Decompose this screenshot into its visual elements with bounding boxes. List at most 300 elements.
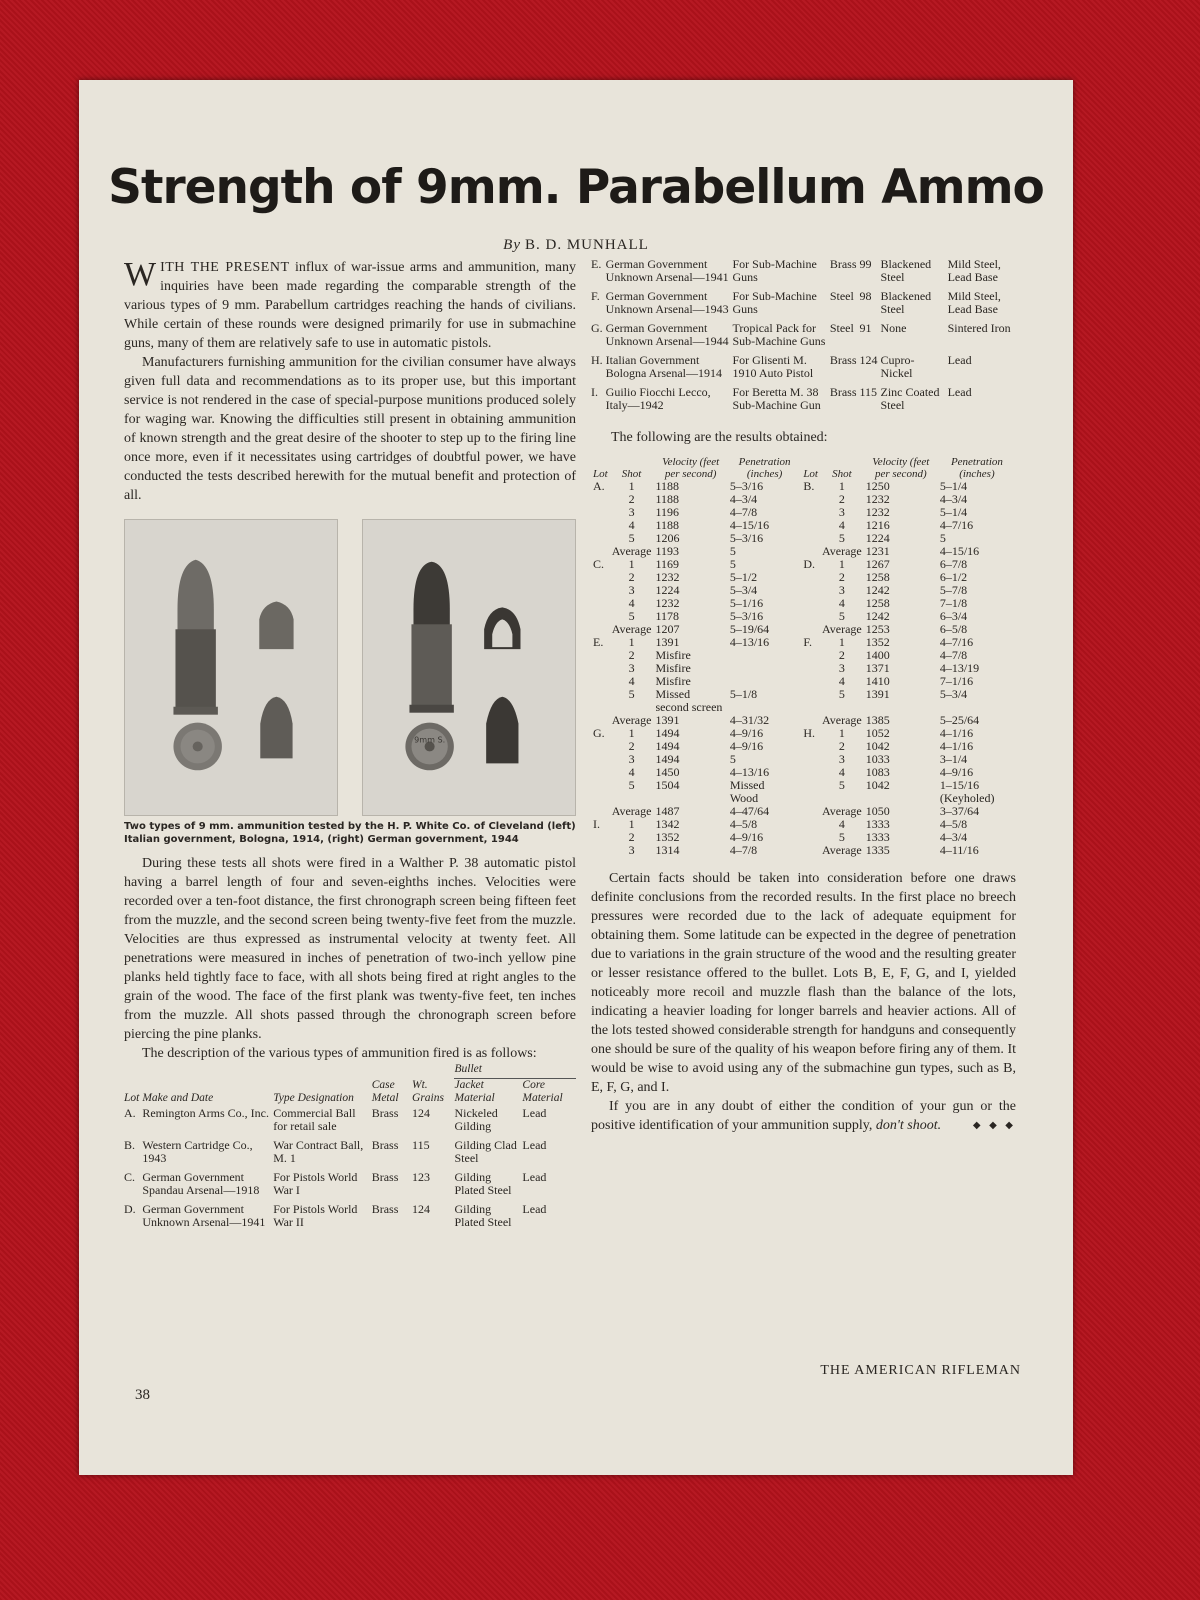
results-r-pen-cell: 4–15/16	[939, 544, 980, 558]
results-l-shot-cell: 5	[628, 687, 635, 701]
results-r-shot-cell: 3	[838, 661, 845, 675]
results-l-shot-cell: 4	[628, 765, 635, 779]
ammo-wt-cell: 99	[859, 257, 872, 271]
results-l-vel-cell: 1178	[655, 609, 679, 623]
cartridge-photos	[124, 519, 576, 816]
page-number: 38	[135, 1387, 150, 1403]
results-r-vel-cell: 1232	[865, 492, 890, 506]
results-l-pen-cell: 4–9/16	[729, 739, 764, 753]
results-l-lot-cell	[591, 662, 610, 675]
results-l-lot-cell: C.	[593, 557, 605, 571]
results-l-shot-cell: Average	[611, 544, 652, 558]
results-l-pen-cell: 5–3/16	[729, 479, 764, 493]
results-l-lot-cell	[591, 740, 610, 753]
closing-emphasis: don't shoot.	[875, 1118, 942, 1133]
results-r-vel-cell: 1258	[865, 570, 890, 584]
ammo-core-cell: Lead	[522, 1106, 547, 1120]
results-r-pen-cell: 4–1/16	[939, 739, 974, 753]
results-l-shot-cell: 5	[628, 609, 635, 623]
results-l-shot-cell: Average	[611, 622, 652, 636]
ammo-wt-cell: 115	[412, 1138, 430, 1152]
results-lot-header-2: Lot	[803, 468, 818, 480]
results-r-lot-cell	[801, 571, 820, 584]
ammo-core-cell: Lead	[522, 1202, 547, 1216]
results-l-vel-cell: 1494	[655, 752, 680, 766]
results-intro: The following are the results obtained:	[611, 430, 828, 445]
results-r-shot-cell: 1	[838, 635, 845, 649]
results-l-lot-cell	[591, 649, 610, 662]
results-r-vel-cell: 1352	[865, 635, 890, 649]
results-r-vel-cell: 1042	[865, 739, 890, 753]
results-r-pen-cell: 5–25/64	[939, 713, 980, 727]
ammo-core-cell: Lead	[522, 1170, 547, 1184]
results-l-vel-cell: 1391	[655, 713, 680, 727]
ammo-lot-cell: C.	[124, 1170, 136, 1184]
results-l-vel-cell: 1342	[655, 817, 680, 831]
results-l-vel-cell: 1232	[655, 596, 680, 610]
results-r-lot-cell	[801, 766, 820, 779]
results-l-shot-cell: 2	[628, 830, 635, 844]
results-l-lot-cell	[591, 519, 610, 532]
ammo-jacket-cell: Nickeled Gilding	[454, 1106, 498, 1133]
results-r-pen-cell: 4–1/16	[939, 726, 974, 740]
results-r-pen-cell: 4–9/16	[939, 765, 974, 779]
ammo-jacket-cell: Gilding Plated Steel	[454, 1202, 512, 1229]
jacket-header: Jacket Material	[454, 1079, 495, 1104]
results-r-shot-cell: 5	[838, 830, 845, 844]
results-l-pen-cell: 4–7/8	[729, 843, 758, 857]
results-r-shot-cell: 3	[838, 583, 845, 597]
results-r-shot-cell: 5	[838, 531, 845, 545]
results-r-pen-cell: 5–7/8	[939, 583, 968, 597]
results-r-vel-cell: 1250	[865, 479, 890, 493]
results-l-pen-cell: 4–7/8	[729, 505, 758, 519]
results-r-vel-cell: 1242	[865, 583, 890, 597]
results-r-pen-cell: 4–3/4	[939, 492, 968, 506]
results-l-shot-cell: 4	[628, 518, 635, 532]
ammo-row	[591, 290, 1016, 322]
results-r-lot-cell	[801, 779, 820, 805]
results-table	[591, 456, 1016, 857]
results-r-lot-cell: H.	[803, 726, 815, 740]
results-r-pen-cell: 6–7/8	[939, 557, 968, 571]
ammo-case-cell: Brass	[371, 1106, 399, 1120]
results-l-vel-cell: 1314	[655, 843, 680, 857]
results-r-vel-cell: 1216	[865, 518, 890, 532]
german-cartridge-image	[363, 520, 575, 815]
results-l-pen-cell: 4–15/16	[729, 518, 770, 532]
results-l-vel-cell: 1188	[655, 492, 679, 506]
results-l-pen-cell: 5	[729, 544, 736, 558]
results-r-shot-cell: Average	[822, 544, 862, 558]
paragraph-2: Manufacturers furnishing ammunition for the civilian consumer have always given full data and recommendations as to its proper use, but this important service is not rendered in the case of special-purpose munitions produced solely for waging war. Knowing the difficulties still present in obtaining ammunition of known strength and the great desire of the shooter to step up to the firing line once more, even if it necessitates using cartridges of doubtful power, we have conducted the tests described herewith for the mutual benefit and protection of all.	[124, 355, 576, 503]
results-r-lot-cell	[801, 675, 820, 688]
results-r-pen-cell: 4–13/19	[939, 661, 980, 675]
italian-cartridge-image	[125, 520, 337, 815]
results-l-shot-cell: 3	[628, 583, 635, 597]
results-l-vel-cell: 1169	[655, 557, 679, 571]
end-marks: ◆ ◆ ◆	[972, 1120, 1016, 1131]
results-r-vel-cell: 1242	[865, 609, 890, 623]
results-velocity-header-2: Velocity (feet per second)	[872, 456, 930, 480]
results-l-pen-cell: 4–9/16	[729, 830, 764, 844]
results-l-shot-cell: 2	[628, 648, 635, 662]
ammo-case-cell: Brass	[829, 257, 857, 271]
results-l-shot-cell: 4	[628, 596, 635, 610]
ammo-wt-cell: 123	[412, 1170, 431, 1184]
paragraph-4: The description of the various types of ammunition fired is as follows:	[142, 1046, 537, 1061]
results-l-lot-cell: I.	[593, 817, 600, 831]
results-l-shot-cell: 1	[628, 479, 635, 493]
results-r-pen-cell: 3–1/4	[939, 752, 968, 766]
ammo-case-cell: Brass	[371, 1170, 399, 1184]
results-l-lot-cell: G.	[593, 726, 605, 740]
results-l-shot-cell: 3	[628, 661, 635, 675]
results-l-shot-cell: 2	[628, 570, 635, 584]
results-l-vel-cell: 1450	[655, 765, 680, 779]
ammo-make-cell: German Government Unknown Arsenal—1943	[605, 289, 729, 316]
results-r-pen-cell: 6–5/8	[939, 622, 968, 636]
results-r-pen-cell: 5	[939, 531, 946, 545]
ammo-jacket-cell: Blackened Steel	[880, 289, 932, 316]
ammo-lot-cell: E.	[591, 257, 602, 271]
ammo-type-cell: For Pistols World War II	[273, 1202, 358, 1229]
results-r-lot-cell	[801, 584, 820, 597]
results-r-vel-cell: 1232	[865, 505, 890, 519]
results-row	[591, 844, 1016, 857]
results-r-shot-cell: 2	[838, 739, 845, 753]
magazine-footer: THE AMERICAN RIFLEMAN	[820, 1363, 1021, 1378]
ammo-row	[124, 1139, 576, 1171]
results-l-vel-cell: Misfire	[655, 648, 691, 662]
weight-header: Wt. Grains	[412, 1079, 444, 1104]
results-r-shot-cell: Average	[822, 804, 862, 818]
results-l-lot-cell	[591, 688, 610, 714]
results-r-shot-cell: 4	[838, 674, 845, 688]
results-r-pen-cell: 6–1/2	[939, 570, 968, 584]
results-r-vel-cell: 1371	[865, 661, 890, 675]
type-header: Type Designation	[273, 1092, 354, 1104]
results-r-lot-cell	[801, 610, 820, 623]
ammo-row	[591, 258, 1016, 290]
author-name: B. D. MUNHALL	[524, 237, 649, 253]
results-l-lot-cell	[591, 610, 610, 623]
results-l-shot-cell: 1	[628, 557, 635, 571]
ammo-core-cell: Sintered Iron	[947, 321, 1011, 335]
results-l-vel-cell: 1494	[655, 739, 680, 753]
ammo-type-cell: For Sub-Machine Guns	[732, 257, 817, 284]
results-r-shot-cell: 2	[838, 570, 845, 584]
results-l-lot-cell	[591, 584, 610, 597]
ammo-row	[591, 386, 1016, 418]
results-r-lot-cell	[801, 519, 820, 532]
results-r-lot-cell	[801, 597, 820, 610]
photo-caption: Two types of 9 mm. ammunition tested by the H. P. White Co. of Cleveland (left) Italian government, Bologna, 1914, (right) German government, 1944	[124, 821, 576, 845]
results-l-pen-cell: 4–3/4	[729, 492, 758, 506]
results-l-vel-cell: 1494	[655, 726, 680, 740]
results-r-shot-cell: 5	[838, 609, 845, 623]
results-shot-header: Shot	[621, 468, 642, 480]
results-r-pen-cell: 7–1/8	[939, 596, 968, 610]
results-l-pen-cell: 5–1/8	[729, 687, 758, 701]
intro-smallcaps: ITH THE PRESENT	[160, 260, 290, 275]
intro-text: influx of war-issue arms and ammunition, many inquiries have been made regarding the comparable strength of the various types of 9 mm. Parabellum cartridges reaching the hands of civilians. While certain of these rounds were designed primarily for use in submachine guns, many of them are relatively safe to use in automatic pistols.	[124, 260, 576, 351]
results-l-pen-cell: 4–5/8	[729, 817, 758, 831]
results-r-vel-cell: 1333	[865, 817, 890, 831]
results-shot-header-2: Shot	[832, 468, 852, 480]
ammo-case-cell: Brass	[829, 353, 857, 367]
results-l-vel-cell: 1193	[655, 544, 679, 558]
results-l-lot-cell: E.	[593, 635, 604, 649]
results-lot-header: Lot	[593, 468, 608, 480]
results-r-pen-cell: 1–15/16 (Keyholed)	[939, 778, 995, 805]
ammo-core-cell: Lead	[522, 1138, 547, 1152]
results-r-lot-cell	[801, 740, 820, 753]
ammo-wt-cell: 98	[859, 289, 872, 303]
results-l-shot-cell: 3	[628, 843, 635, 857]
ammo-make-cell: Italian Government Bologna Arsenal—1914	[605, 353, 722, 380]
byline	[79, 237, 1073, 254]
ammo-make-cell: Remington Arms Co., Inc.	[142, 1106, 270, 1120]
ammo-type-cell: Commercial Ball for retail sale	[273, 1106, 356, 1133]
results-l-shot-cell: 3	[628, 505, 635, 519]
ammo-make-cell: Guilio Fiocchi Lecco, Italy—1942	[605, 385, 711, 412]
results-r-pen-cell: 4–5/8	[939, 817, 968, 831]
results-l-vel-cell: Misfire	[655, 674, 691, 688]
ammo-jacket-cell: Cupro-Nickel	[880, 353, 915, 380]
results-r-vel-cell: 1385	[865, 713, 890, 727]
results-l-lot-cell	[591, 753, 610, 766]
results-l-lot-cell	[591, 506, 610, 519]
results-r-lot-cell: F.	[803, 635, 813, 649]
results-r-pen-cell: 4–7/16	[939, 518, 974, 532]
ammo-core-cell: Lead	[947, 353, 972, 367]
results-r-lot-cell	[801, 805, 820, 818]
ammo-type-cell: For Pistols World War I	[273, 1170, 358, 1197]
results-l-shot-cell: 2	[628, 492, 635, 506]
ammo-lot-cell: F.	[591, 289, 600, 303]
ammo-lot-cell: H.	[591, 353, 603, 367]
results-r-lot-cell	[801, 649, 820, 662]
results-l-vel-cell: 1224	[655, 583, 680, 597]
results-r-shot-cell: 3	[838, 505, 845, 519]
ammo-type-cell: Tropical Pack for Sub-Machine Guns	[732, 321, 826, 348]
results-l-shot-cell: 1	[628, 726, 635, 740]
results-r-lot-cell	[801, 662, 820, 675]
byline-by: By	[503, 237, 521, 253]
ammo-core-cell: Mild Steel, Lead Base	[947, 257, 1001, 284]
results-l-vel-cell: 1487	[655, 804, 680, 818]
results-l-pen-cell: 4–9/16	[729, 726, 764, 740]
results-r-lot-cell: B.	[803, 479, 815, 493]
ammo-type-cell: For Sub-Machine Guns	[732, 289, 817, 316]
results-l-vel-cell: 1504	[655, 778, 680, 792]
results-l-shot-cell: 4	[628, 674, 635, 688]
results-l-pen-cell	[728, 649, 802, 662]
ammo-type-cell: For Glisenti M. 1910 Auto Pistol	[732, 353, 814, 380]
results-l-shot-cell: 5	[628, 778, 635, 792]
make-header: Make and Date	[142, 1092, 214, 1104]
results-r-lot-cell	[801, 844, 820, 857]
results-r-vel-cell: 1033	[865, 752, 890, 766]
ammo-jacket-cell: None	[880, 321, 907, 335]
results-r-pen-cell: 5–1/4	[939, 505, 968, 519]
results-r-pen-cell: 4–7/8	[939, 648, 968, 662]
ammo-row	[591, 322, 1016, 354]
results-l-lot-cell	[591, 831, 610, 844]
results-l-shot-cell: Average	[611, 713, 652, 727]
ammo-row	[591, 354, 1016, 386]
results-r-shot-cell: 4	[838, 518, 845, 532]
right-column	[591, 258, 1016, 1135]
ammo-type-cell: For Beretta M. 38 Sub-Machine Gun	[732, 385, 821, 412]
results-l-vel-cell: 1232	[655, 570, 680, 584]
results-l-vel-cell: 1188	[655, 518, 679, 532]
closing-text: If you are in any doubt of either the condition of your gun or the positive identification of your ammunition supply,	[591, 1099, 1016, 1133]
results-r-shot-cell: 4	[838, 596, 845, 610]
article-title: Strength of 9mm. Parabellum Ammo	[108, 160, 1044, 215]
ammo-make-cell: Western Cartridge Co., 1943	[142, 1138, 253, 1165]
ammo-description-table-right	[591, 258, 1016, 418]
results-l-pen-cell: 4–47/64	[729, 804, 770, 818]
ammo-core-cell: Mild Steel, Lead Base	[947, 289, 1001, 316]
results-r-shot-cell: 1	[838, 479, 845, 493]
results-r-shot-cell: 4	[838, 817, 845, 831]
results-r-vel-cell: 1042	[865, 778, 890, 792]
photo-german-cartridge	[362, 519, 576, 816]
results-r-pen-cell: 5–3/4	[939, 687, 968, 701]
results-l-vel-cell: 1352	[655, 830, 680, 844]
results-r-shot-cell: 5	[838, 778, 845, 792]
results-r-shot-cell: Average	[822, 713, 862, 727]
results-r-pen-cell: 7–1/16	[939, 674, 974, 688]
results-r-pen-cell: 3–37/64	[939, 804, 980, 818]
results-r-pen-cell: 6–3/4	[939, 609, 968, 623]
results-r-vel-cell: 1267	[865, 557, 890, 571]
ammo-row	[124, 1203, 576, 1235]
ammo-wt-cell: 124	[412, 1106, 431, 1120]
results-l-shot-cell: 1	[628, 635, 635, 649]
results-l-lot-cell	[591, 675, 610, 688]
results-r-vel-cell: 1052	[865, 726, 890, 740]
results-r-pen-cell: 4–3/4	[939, 830, 968, 844]
results-r-pen-cell: 5–1/4	[939, 479, 968, 493]
results-r-lot-cell	[801, 493, 820, 506]
results-r-vel-cell: 1050	[865, 804, 890, 818]
ammo-case-cell: Brass	[371, 1138, 399, 1152]
ammo-jacket-cell: Blackened Steel	[880, 257, 932, 284]
results-l-pen-cell: 5–3/16	[729, 609, 764, 623]
results-l-pen-cell: 4–13/16	[729, 765, 770, 779]
ammo-wt-cell: 115	[859, 385, 878, 399]
ammo-lot-cell: A.	[124, 1106, 136, 1120]
results-r-lot-cell	[801, 532, 820, 545]
results-l-pen-cell: 4–31/32	[729, 713, 770, 727]
results-r-lot-cell	[801, 688, 820, 714]
results-l-shot-cell: 1	[628, 817, 635, 831]
results-l-pen-cell: 5–1/16	[729, 596, 764, 610]
results-r-pen-cell: 4–7/16	[939, 635, 974, 649]
results-row	[591, 688, 1016, 714]
results-l-pen-cell: 5–3/4	[729, 583, 758, 597]
ammo-case-cell: Steel	[829, 289, 854, 303]
results-l-vel-cell: 1206	[655, 531, 680, 545]
results-l-pen-cell: Missed Wood	[729, 778, 765, 805]
results-velocity-header: Velocity (feet per second)	[662, 456, 720, 480]
magazine-page	[79, 80, 1073, 1475]
paragraph-3: During these tests all shots were fired in a Walther P. 38 automatic pistol having a barrel length of four and seven-eighths inches. Velocities were recorded over a ten-foot distance, the first chronograph screen being fifteen feet from the muzzle, and the second screen being twenty-five feet from the muzzle. Velocities are thus expressed as instrumental velocity at twenty feet. All penetrations were measured in inches of penetration of two-inch yellow pine planks held tightly face to face, with all shots being fired at right angles to the grain of the wood. The face of the first plank was twenty-five feet, ten inches from the muzzle. All shots passed through the chronograph screen before piercing the pine planks.	[124, 856, 576, 1042]
results-penetration-header: Penetration (inches)	[738, 456, 791, 480]
results-r-lot-cell: D.	[803, 557, 815, 571]
ammo-lot-cell: B.	[124, 1138, 136, 1152]
results-l-lot-cell	[591, 571, 610, 584]
results-l-lot-cell: A.	[593, 479, 605, 493]
results-r-vel-cell: 1333	[865, 830, 890, 844]
results-penetration-header-2: Penetration (inches)	[950, 456, 1003, 480]
results-r-vel-cell: 1253	[865, 622, 890, 636]
intro-paragraph	[124, 258, 576, 353]
ammo-type-cell: War Contract Ball, M. 1	[273, 1138, 364, 1165]
ammo-make-cell: German Government Unknown Arsenal—1941	[605, 257, 729, 284]
core-header: Core Material	[522, 1079, 563, 1104]
results-r-vel-cell: 1391	[865, 687, 890, 701]
lot-header: Lot	[124, 1092, 140, 1104]
results-l-pen-cell	[728, 662, 802, 675]
results-r-shot-cell: 2	[838, 492, 845, 506]
results-r-shot-cell: 1	[838, 557, 845, 571]
results-l-vel-cell: 1207	[655, 622, 680, 636]
results-l-pen-cell: 4–13/16	[729, 635, 770, 649]
results-r-vel-cell: 1258	[865, 596, 890, 610]
results-r-lot-cell	[801, 506, 820, 519]
results-l-pen-cell: 5	[729, 752, 736, 766]
results-l-lot-cell	[591, 597, 610, 610]
paragraph-6	[591, 1097, 1016, 1135]
results-r-shot-cell: Average	[822, 622, 862, 636]
bullet-header: Bullet	[454, 1063, 576, 1079]
results-r-lot-cell	[801, 753, 820, 766]
results-l-shot-cell: 5	[628, 531, 635, 545]
results-r-vel-cell: 1083	[865, 765, 890, 779]
ammo-case-cell: Steel	[829, 321, 854, 335]
left-column	[124, 258, 576, 1235]
results-l-lot-cell	[591, 779, 610, 805]
results-l-pen-cell: 5–3/16	[729, 531, 764, 545]
results-l-shot-cell: 3	[628, 752, 635, 766]
headstamp-text: 9mm S.	[414, 735, 446, 745]
paragraph-5: Certain facts should be taken into consideration before one draws definite conclusions from the recorded results. In the first place no breech pressures were recorded due to the lack of adequate equipment for obtaining them. Some latitude can be expected in the degree of penetration due to variations in the grain structure of the wood and the resulting greater or lesser resistance offered to the bullet. Lots B, E, F, G, and I, yielded noticeably more recoil and muzzle flash than the balance of the lots, indicating a heavier loading for longer barrels and heavier actions. All of the lots tested showed considerable strength for handguns and consequently one should be sure of the quality of his weapon before firing any of them. It would be wise to avoid using any of the submachine gun types, such as B, E, F, G, and I.	[591, 871, 1016, 1095]
ammo-wt-cell: 91	[859, 321, 872, 335]
results-r-vel-cell: 1335	[865, 843, 890, 857]
results-r-pen-cell: 4–11/16	[939, 843, 979, 857]
ammo-row	[124, 1171, 576, 1203]
ammo-core-cell: Lead	[947, 385, 972, 399]
ammo-jacket-cell: Gilding Clad Steel	[454, 1138, 517, 1165]
ammo-make-cell: German Government Unknown Arsenal—1944	[605, 321, 729, 348]
ammo-lot-cell: G.	[591, 321, 603, 335]
results-r-vel-cell: 1231	[865, 544, 890, 558]
results-l-vel-cell: Missed second screen	[655, 687, 723, 714]
results-l-vel-cell: 1391	[655, 635, 680, 649]
results-row	[591, 779, 1016, 805]
results-r-vel-cell: 1224	[865, 531, 890, 545]
results-l-lot-cell	[591, 493, 610, 506]
ammo-make-cell: German Government Spandau Arsenal—1918	[142, 1170, 260, 1197]
results-r-shot-cell: 3	[838, 752, 845, 766]
drop-cap: W	[124, 256, 157, 293]
results-l-lot-cell	[591, 844, 610, 857]
results-r-shot-cell: 5	[838, 687, 845, 701]
